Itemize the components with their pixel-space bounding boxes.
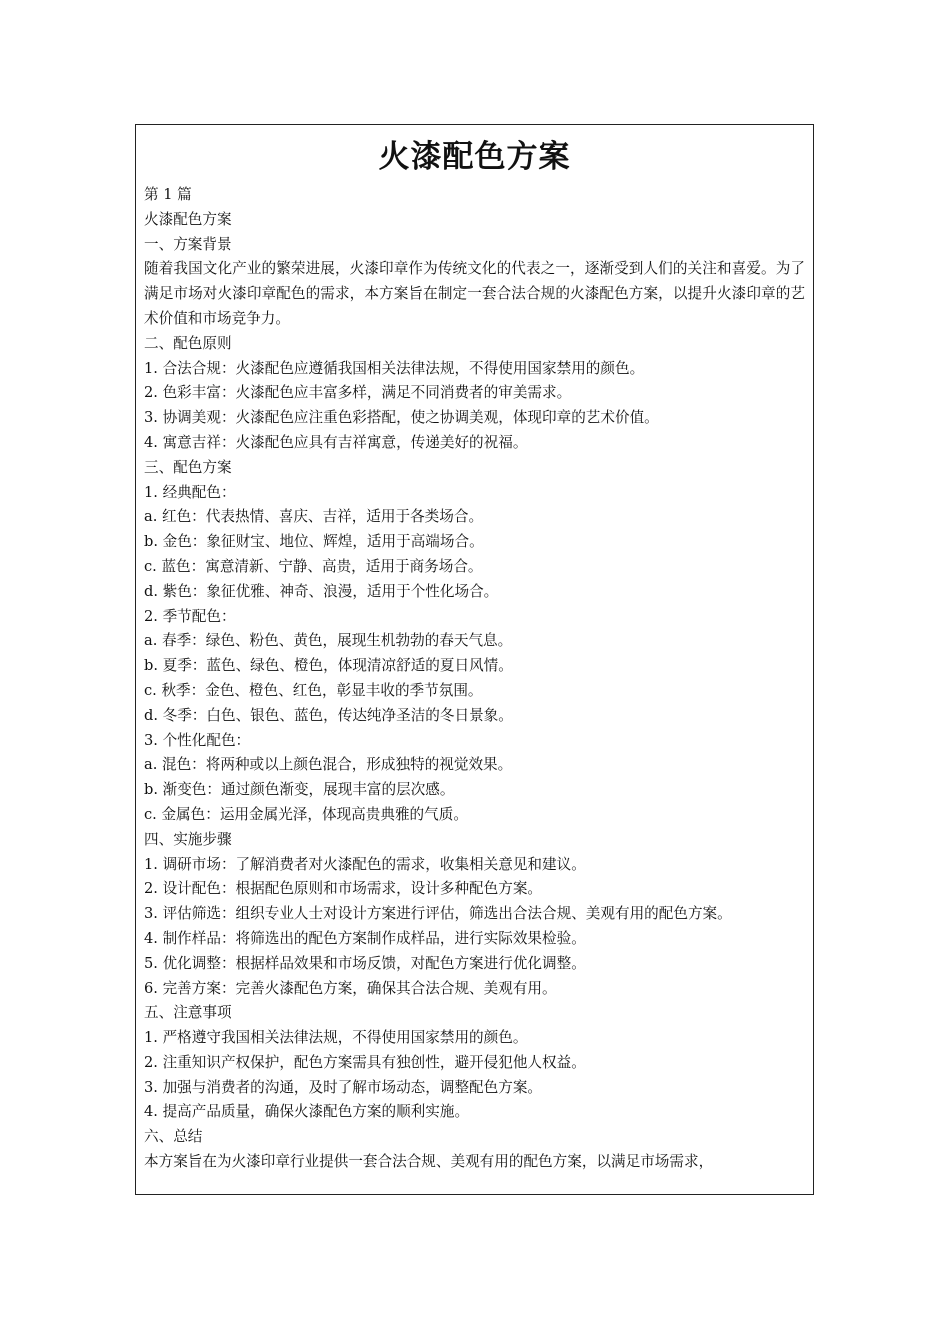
list-item: a. 混色：将两种或以上颜色混合，形成独特的视觉效果。: [144, 756, 513, 774]
list-item: 1. 合法合规：火漆配色应遵循我国相关法律法规，不得使用国家禁用的颜色。: [144, 359, 645, 377]
list-item: b. 夏季：蓝色、绿色、橙色，体现清凉舒适的夏日风情。: [144, 657, 513, 675]
list-item: 1. 严格遵守我国相关法律法规，不得使用国家禁用的颜色。: [144, 1029, 528, 1047]
list-item: 1. 经典配色：: [144, 483, 236, 501]
list-item: b. 渐变色：通过颜色渐变，展现丰富的层次感。: [144, 781, 455, 799]
section-heading: 三、配色方案: [144, 458, 232, 476]
list-item: 4. 提高产品质量，确保火漆配色方案的顺利实施。: [144, 1103, 470, 1121]
document-body: [136, 183, 813, 1175]
list-item: c. 蓝色：寓意清新、宁静、高贵，适用于商务场合。: [144, 557, 483, 575]
document-title: 火漆配色方案: [378, 139, 571, 175]
list-item: 2. 色彩丰富：火漆配色应丰富多样，满足不同消费者的审美需求。: [144, 384, 572, 402]
list-item: d. 紫色：象征优雅、神奇、浪漫，适用于个性化场合。: [144, 582, 499, 600]
list-item: a. 春季：绿色、粉色、黄色，展现生机勃勃的春天气息。: [144, 632, 513, 650]
list-item: b. 金色：象征财宝、地位、辉煌，适用于高端场合。: [144, 533, 484, 551]
list-item: 2. 注重知识产权保护，配色方案需具有独创性，避开侵犯他人权益。: [144, 1053, 586, 1071]
paragraph: 本方案旨在为火漆印章行业提供一套合法合规、美观有用的配色方案，以满足市场需求，: [144, 1153, 714, 1171]
subtitle-line: 火漆配色方案: [144, 210, 232, 228]
list-item: c. 秋季：金色、橙色、红色，彰显丰收的季节氛围。: [144, 681, 483, 699]
section-heading: 二、配色原则: [144, 334, 232, 352]
list-item: a. 红色：代表热情、喜庆、吉祥，适用于各类场合。: [144, 508, 484, 526]
list-item: 4. 寓意吉祥：火漆配色应具有吉祥寓意，传递美好的祝福。: [144, 433, 528, 451]
paragraph: 随着我国文化产业的繁荣进展，火漆印章作为传统文化的代表之一，逐渐受到人们的关注和喜爱。为了满足市场对火漆印章配色的需求，本方案旨在制定一套合法合规的火漆配色方案，以提升火漆印章的艺术价值和市场竞争力。: [144, 260, 805, 327]
list-item: 5. 优化调整：根据样品效果和市场反馈，对配色方案进行优化调整。: [144, 954, 586, 972]
section-heading: 四、实施步骤: [144, 830, 232, 848]
list-item: 3. 协调美观：火漆配色应注重色彩搭配，使之协调美观，体现印章的艺术价值。: [144, 409, 659, 427]
section-heading: 一、方案背景: [144, 235, 232, 253]
list-item: 4. 制作样品：将筛选出的配色方案制作成样品，进行实际效果检验。: [144, 929, 586, 947]
list-item: 1. 调研市场：了解消费者对火漆配色的需求，收集相关意见和建议。: [144, 855, 586, 873]
list-item: d. 冬季：白色、银色、蓝色，传达纯净圣洁的冬日景象。: [144, 706, 513, 724]
list-item: 6. 完善方案：完善火漆配色方案，确保其合法合规、美观有用。: [144, 979, 557, 997]
list-item: 2. 季节配色：: [144, 607, 236, 625]
page-number-line: 第 1 篇: [144, 186, 192, 203]
list-item: 3. 加强与消费者的沟通，及时了解市场动态，调整配色方案。: [144, 1078, 543, 1096]
section-heading: 五、注意事项: [144, 1004, 232, 1022]
section-heading: 六、总结: [144, 1128, 203, 1146]
list-item: 2. 设计配色：根据配色原则和市场需求，设计多种配色方案。: [144, 880, 543, 898]
document-frame: [135, 124, 814, 1195]
list-item: c. 金属色：运用金属光泽，体现高贵典雅的气质。: [144, 805, 468, 823]
list-item: 3. 个性化配色：: [144, 731, 251, 749]
list-item: 3. 评估筛选：组织专业人士对设计方案进行评估，筛选出合法合规、美观有用的配色方案。: [144, 905, 732, 923]
